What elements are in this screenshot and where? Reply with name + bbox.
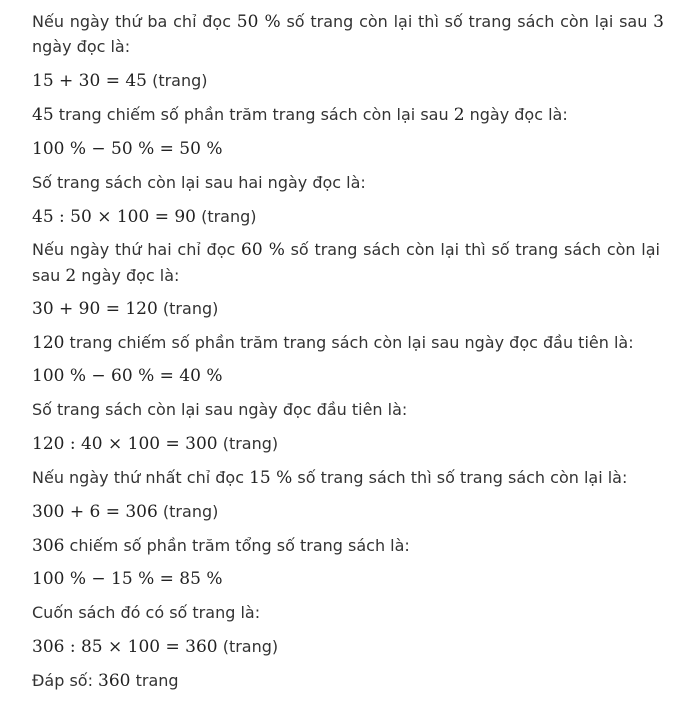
math-expression: 360 [98,671,131,691]
text-run: Nếu ngày thứ hai chỉ đọc [32,240,242,259]
math-expression: 45 : 50 × 100 = 90 [32,207,196,227]
math-expression: 306 : 85 × 100 = 360 [32,637,218,657]
paragraph-line [32,600,260,626]
text-run: Số trang sách còn lại sau hai ngày đọc là: [32,173,366,192]
paragraph-line [32,533,410,559]
equation-line [32,296,218,322]
text-run: Cuốn sách đó có số trang là: [32,603,261,622]
text-run: số trang còn lại thì số trang sách còn lại sau [280,12,654,31]
math-expression: 45 [32,105,54,125]
text-run: (trang) [217,434,279,453]
equation-line [32,566,223,592]
math-expression: 100 % − 50 % = 50 % [32,139,223,159]
text-run: (trang) [147,71,208,90]
math-expression: 30 + 90 = 120 [32,299,158,319]
math-expression: 2 [453,105,465,125]
text-run: trang [130,671,179,690]
text-run: (trang) [157,299,219,318]
paragraph-line [32,34,130,60]
text-run: ngày đọc là: [32,37,131,56]
text-run: số trang sách thì số trang sách còn lại là: [292,468,628,487]
math-expression: 60 % [241,240,285,260]
equation-line [32,431,278,457]
text-run: Đáp số: [32,671,99,690]
paragraph-line [32,263,179,289]
math-expression: 120 [32,333,65,353]
paragraph-line [32,102,568,128]
text-run: (trang) [195,207,257,226]
text-run: sau [32,266,66,285]
equation-line [32,68,208,94]
math-expression: 2 [65,266,77,286]
paragraph-line [32,397,407,423]
paragraph-line [32,237,660,263]
math-expression: 300 + 6 = 306 [32,502,158,522]
equation-line [32,634,278,660]
math-expression: 3 [653,12,664,32]
paragraph-line [32,330,634,356]
paragraph-line [32,465,627,491]
answer-line [32,668,179,694]
math-expression: 15 + 30 = 45 [32,71,147,91]
math-expression: 306 [32,536,65,556]
text-run: ngày đọc là: [464,105,568,124]
text-run: (trang) [157,502,219,521]
math-expression: 100 % − 15 % = 85 % [32,569,223,589]
math-expression: 15 % [249,468,293,488]
paragraph-line [32,170,366,196]
text-run: (trang) [217,637,279,656]
paragraph-line [32,9,664,35]
math-expression: 50 % [236,12,281,32]
text-run: ngày đọc là: [76,266,180,285]
text-run: số trang sách còn lại thì số trang sách còn lại [284,240,660,259]
equation-line [32,363,223,389]
equation-line [32,136,223,162]
text-run: trang chiếm số phần trăm trang sách còn lại sau [53,105,454,124]
text-run: Số trang sách còn lại sau ngày đọc đầu tiên là: [32,400,408,419]
text-run: chiếm số phần trăm tổng số trang sách là: [64,536,410,555]
text-run: Nếu ngày thứ nhất chỉ đọc [32,468,250,487]
text-run: trang chiếm số phần trăm trang sách còn lại sau ngày đọc đầu tiên là: [64,333,634,352]
equation-line [32,499,218,525]
math-expression: 120 : 40 × 100 = 300 [32,434,218,454]
equation-line [32,204,257,230]
math-expression: 100 % − 60 % = 40 % [32,366,223,386]
text-run: Nếu ngày thứ ba chỉ đọc [32,12,237,31]
